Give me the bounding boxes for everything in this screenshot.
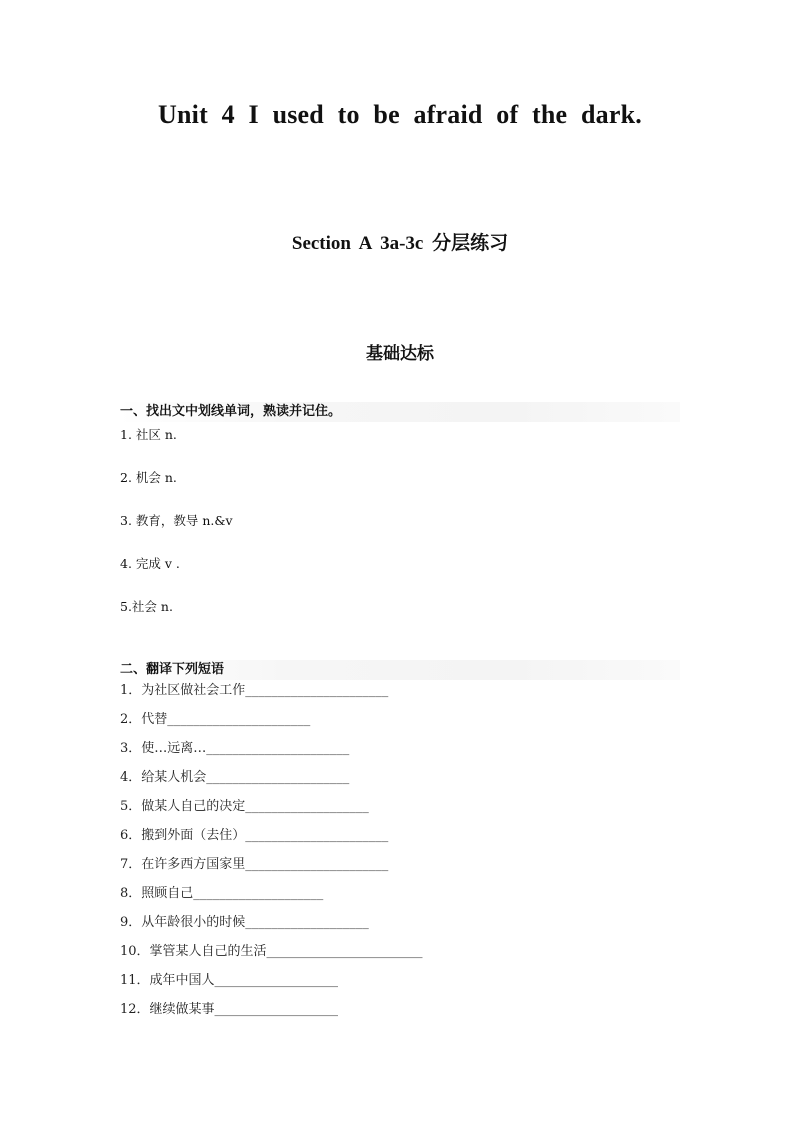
phrase-item: 3．使…远离…______________________ <box>120 741 350 756</box>
phrase-item: 6．搬到外面（去住）______________________ <box>120 828 389 843</box>
word-item: 4. 完成 v . <box>120 556 180 571</box>
document-title: Unit 4 I used to be afraid of the dark. <box>158 100 642 129</box>
phrase-item: 7．在许多西方国家里______________________ <box>120 857 389 872</box>
section-subtitle: Section A 3a-3c 分层练习 <box>291 233 509 254</box>
word-item: 5.社会 n. <box>120 599 173 614</box>
part1-heading-text: 一、找出文中划线单词，熟读并记住。 <box>120 404 342 419</box>
phrase-item: 11．成年中国人___________________ <box>120 973 339 988</box>
word-item: 2. 机会 n. <box>120 470 177 485</box>
word-item: 1. 社区 n. <box>120 427 177 442</box>
level-heading: 基础达标 <box>366 344 434 364</box>
phrase-item: 5．做某人自己的决定___________________ <box>120 799 369 814</box>
phrase-item: 1．为社区做社会工作______________________ <box>120 683 389 698</box>
phrase-item: 10．掌管某人自己的生活________________________ <box>120 944 423 959</box>
part2-heading <box>118 660 680 680</box>
word-item: 3. 教育，教导 n.&v <box>120 513 233 528</box>
phrase-item: 4．给某人机会______________________ <box>120 770 350 785</box>
part1-heading <box>118 402 680 422</box>
phrase-item: 2．代替______________________ <box>120 712 311 727</box>
phrase-item: 9．从年龄很小的时候___________________ <box>120 915 369 930</box>
phrase-item: 8．照顾自己____________________ <box>120 886 324 901</box>
part2-heading-text: 二、翻译下列短语 <box>120 662 225 677</box>
phrase-item: 12．继续做某事___________________ <box>120 1002 339 1017</box>
